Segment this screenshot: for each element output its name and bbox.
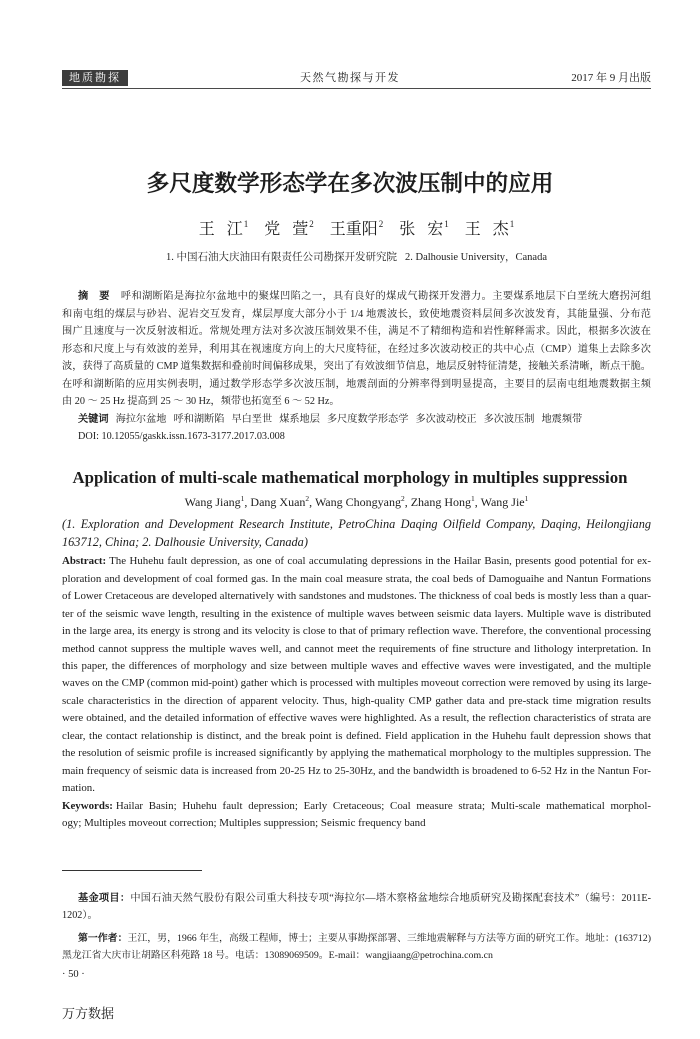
affiliations-chinese (62, 250, 651, 266)
keyword: 早白垩世 (231, 413, 273, 425)
affiliation-mark: 2 (309, 219, 314, 229)
author-english (185, 495, 251, 509)
affiliation-mark: 1 (509, 219, 515, 229)
keyword: 多次波动校正 (415, 413, 477, 425)
author-name: 党 萱 (264, 221, 309, 238)
keywords-english-line (62, 798, 651, 815)
abstract-chinese-line: 在呼和湖断陷的应用实例表明，通过数学形态学多次波压制，地震剖面的分辨率得到明显提高，主要目的层南屯组地震数据主频 (62, 378, 651, 390)
funding-text: 中国石油天然气股份有限公司重大科技专项“海拉尔—塔木察格盆地综合地质研究及勘探配套技术”（编号：2011E- (130, 892, 652, 904)
abstract-chinese-line: 形态和尺度上与有效波的差异，利用其在视速度方向上的大尺度特征，在经过多次波动校正的共中心点（CMP）道集上去除多次 (62, 343, 651, 355)
author-list-english (62, 494, 651, 510)
abstract-label-english: Abstract: (62, 555, 107, 568)
keywords-label-english: Keywords: (62, 799, 113, 812)
affiliation-mark: 2 (400, 494, 405, 503)
abstract-english-line: main frequency of seismic data is increased from 20-25 Hz to 25-30Hz, and the bandwidth is broadened to 6-52 Hz in the Nantun For- (62, 764, 651, 777)
keyword: 呼和湖断陷 (173, 413, 225, 425)
affiliation-mark: 1 (444, 219, 449, 229)
watermark-text: 万方数据 (62, 1007, 115, 1022)
keyword: 地震频带 (541, 413, 583, 425)
affiliation-mark: 2 (378, 219, 384, 229)
abstract-english-line: of Lower Cretaceous are developed alternatively with sandstones and mudstones. The thickness of coal beds is mostly less than a quar- (62, 590, 651, 603)
header-rule (62, 88, 651, 89)
doi: DOI: 10.12055/gaskk.issn.1673-3177.2017.03.008 (78, 431, 285, 442)
abstract-english-line: were obtained, and the detailed information of effective waves were highlighted. As a result, the reflection characteristics of strata are (62, 712, 651, 725)
author-name: Wang Chongyang (314, 495, 401, 509)
title-english: Application of multi-scale mathematical morphology in multiples suppression (72, 468, 628, 487)
abstract-chinese-line (62, 288, 651, 306)
abstract-english-line: in the large area, its energy is strong and its velocity is close to that of primary reflection wave. Therefore, the conventional processing (62, 625, 651, 638)
author-name: 王 江 (198, 221, 243, 238)
abstract-english-line: ploration and development of coal formed gas. In the main coal measure strata, the coal beds of Damoguaihe and Nantun Formations (62, 572, 651, 585)
abstract-english-line: ter of the seismic wave length, resulting in the existence of multiple waves between seismic data layers. Multiple wave is distributed (62, 607, 651, 620)
author-separator: , (404, 495, 411, 509)
author-english (315, 495, 411, 509)
abstract-english (62, 553, 651, 832)
affiliation-1: 1. 中国石油大庆油田有限责任公司勘探开发研究院 (165, 252, 397, 263)
abstract-english-line: clear, the contact relationship is distinct, and the break point is defined. Field application in the Huhehu fault depression shows that (62, 729, 651, 742)
footnote-line: 1202）。 (62, 909, 98, 921)
footnote-line (62, 890, 651, 907)
author-english (250, 495, 315, 509)
journal-name: 天然气勘探与开发 (300, 72, 400, 84)
author-list-chinese (62, 219, 651, 241)
keywords-english-text: Hailar Basin; Huhehu fault depression; Early Cretaceous; Coal measure strata; Multi-scale mathematical morphol- (115, 799, 651, 812)
author-chinese (465, 221, 515, 238)
affiliation-mark: 1 (524, 494, 529, 503)
abstract-label-chinese: 摘 要 (78, 291, 110, 302)
abstract-english-line: waves on the CMP (common mid-point) gather which is processed with multiples moveout correction were removed by using its large- (62, 677, 652, 690)
author-separator: , (244, 495, 251, 509)
affiliation-2: 2. Dalhousie University，Canada (404, 252, 547, 263)
section-tag: 地质勘探 (62, 70, 128, 86)
author-chinese (399, 221, 449, 238)
first-author-text: 王江，男，1966 年生，高级工程师，博士；主要从事勘探部署、三维地震解释与方法等方面的研究工作。地址：(163712) (127, 933, 651, 944)
keyword: 多次波压制 (483, 413, 535, 425)
keywords-chinese (62, 411, 651, 429)
author-name: 张 宏 (399, 221, 444, 238)
abstract-english-line: mation. (62, 782, 95, 795)
affiliations-english (62, 515, 651, 551)
abstract-english-line: scale characteristics in the direction of apparent velocity. Thus, high-quality CMP gather data and pre-stack time migration results (62, 694, 651, 707)
title-chinese: 多尺度数学形态学在多次波压制中的应用 (146, 171, 554, 197)
funding-label: 基金项目： (78, 892, 131, 904)
author-english (411, 495, 481, 509)
affiliation-mark: 1 (243, 219, 249, 229)
footnote-line (62, 930, 651, 947)
page-number: · 50 · (62, 969, 85, 980)
author-english (481, 495, 529, 509)
abstract-english-line: the resolution of seismic profile is increased significantly by applying the mathematical morphology to the multiples suppression. The (62, 747, 651, 760)
footnote-rule (62, 870, 202, 871)
affiliation-english-line: 163712, China; 2. Dalhousie University, Canada) (62, 535, 308, 549)
keyword: 多尺度数学形态学 (326, 413, 409, 425)
affiliation-mark: 2 (305, 494, 310, 503)
issue-date: 2017 年 9 月出版 (571, 72, 651, 84)
author-name: 王重阳 (329, 221, 378, 238)
footnote-first-author (62, 930, 651, 964)
affiliation-english-line: (1. Exploration and Development Research Institute, PetroChina Daqing Oilfield Company, Daqing, Heilongjiang (62, 517, 651, 531)
abstract-chinese-line: 波，获得了高质量的 CMP 道集数据和叠前时间偏移成果，突出了有效波细节信息，地层反射特征清楚，接触关系清晰，断点干脆。 (62, 361, 651, 372)
author-name: Zhang Hong (410, 495, 472, 509)
author-name: Wang Jie (480, 495, 525, 509)
keywords-label-chinese: 关键词 (78, 413, 109, 425)
abstract-chinese-line: 围广且速度与一次反射波相近。常规处理方法对多次波压制效果不佳，满足不了精细构造和岩性解释需求。因此，根据多次波在 (62, 326, 651, 337)
abstract-chinese (62, 288, 651, 446)
abstract-chinese-line: 由 20 ～ 25 Hz 提高到 25 ～ 30 Hz，频带也拓宽至 6 ～ 52 Hz。 (62, 396, 340, 407)
author-chinese (199, 221, 249, 238)
affiliation-mark: 1 (240, 494, 245, 503)
author-name: Dang Xuan (250, 495, 306, 509)
keywords-english-line: ogy; Multiples moveout correction; Multiples suppression; Seismic frequency band (62, 817, 426, 830)
author-separator: , (309, 495, 315, 509)
abstract-english-line: method cannot suppress the multiple waves well, and cannot meet the requirements of fine structure and lithology interpretation. In (62, 642, 651, 655)
author-chinese (264, 221, 314, 238)
author-name: 王 杰 (464, 221, 509, 238)
first-author-label: 第一作者： (78, 933, 128, 944)
footnote-funding (62, 890, 651, 924)
affiliation-mark: 1 (471, 494, 475, 503)
author-separator: , (474, 495, 481, 509)
abstract-chinese-line: 和南屯组的煤层与砂岩、泥岩交互发育，煤层厚度大部分小于 1/4 地震波长，致使地震资料层间多次波发育，其能量强、分布范 (62, 308, 651, 320)
author-chinese (330, 221, 384, 238)
abstract-english-text: The Huhehu fault depression, as one of coal accumulating depressions in the Hailar Basin, presents good potential for ex- (109, 555, 651, 568)
footnote-line: 黑龙江省大庆市让胡路区科苑路 18 号。电话：13089069509。E-mail：wangjiaang@petrochina.com.cn (62, 950, 493, 961)
author-name: Wang Jiang (184, 495, 241, 509)
abstract-english-line: this paper, the differences of morphology and size between multiple waves and effective waves were investigated, and the multiple (62, 660, 651, 673)
keyword: 海拉尔盆地 (115, 413, 167, 425)
keyword: 煤系地层 (279, 413, 320, 425)
abstract-english-line (62, 553, 651, 570)
abstract-chinese-text: 呼和湖断陷是海拉尔盆地中的聚煤凹陷之一，具有良好的煤成气勘探开发潜力。主要煤系地层下白垩统大磨拐河组 (120, 291, 652, 302)
